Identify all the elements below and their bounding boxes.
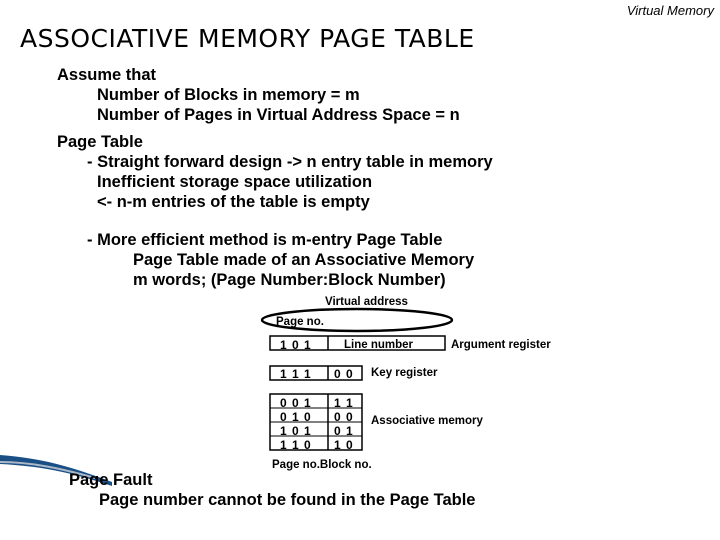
assoc-row-block: 0 0 (334, 410, 354, 424)
assoc-row-page: 1 0 1 (280, 424, 312, 438)
assoc-row-block: 0 1 (334, 424, 354, 438)
virtual-address-label: Virtual address (325, 296, 408, 308)
assume-blocks-line: Number of Blocks in memory = m (97, 86, 360, 104)
key-register-left-bits: 1 1 1 (280, 367, 312, 381)
page-table-line-1: - Straight forward design -> n entry table in memory (87, 153, 493, 171)
efficient-line-1: - More efficient method is m-entry Page Table (87, 231, 443, 249)
page-block-footer-label: Page no.Block no. (272, 459, 372, 471)
associative-memory-label: Associative memory (371, 415, 483, 427)
slide-title: ASSOCIATIVE MEMORY PAGE TABLE (20, 24, 475, 53)
slide-corner-label: Virtual Memory (626, 3, 714, 18)
assoc-row-block: 1 0 (334, 438, 354, 452)
argument-page-number: 1 0 1 (280, 338, 312, 352)
assoc-row-block: 1 1 (334, 396, 354, 410)
assoc-row-page: 0 0 1 (280, 396, 312, 410)
line-number-label: Line number (344, 339, 414, 351)
assoc-row-page: 1 1 0 (280, 438, 312, 452)
assoc-row-page: 0 1 0 (280, 410, 312, 424)
page-fault-heading: Page Fault (69, 471, 153, 489)
page-fault-line: Page number cannot be found in the Page Table (99, 491, 476, 509)
efficient-line-3: m words; (Page Number:Block Number) (133, 271, 446, 289)
key-register-label: Key register (371, 367, 438, 379)
argument-register-label: Argument register (451, 339, 551, 351)
page-table-line-3: <- n-m entries of the table is empty (97, 193, 370, 211)
efficient-line-2: Page Table made of an Associative Memory (133, 251, 475, 269)
assume-pages-line: Number of Pages in Virtual Address Space = n (97, 106, 460, 124)
page-no-label: Page no. (276, 316, 324, 328)
assume-heading: Assume that (57, 66, 157, 84)
page-table-line-2: Inefficient storage space utilization (97, 173, 373, 191)
page-table-heading: Page Table (57, 133, 143, 151)
key-register-right-bits: 0 0 (334, 367, 354, 381)
